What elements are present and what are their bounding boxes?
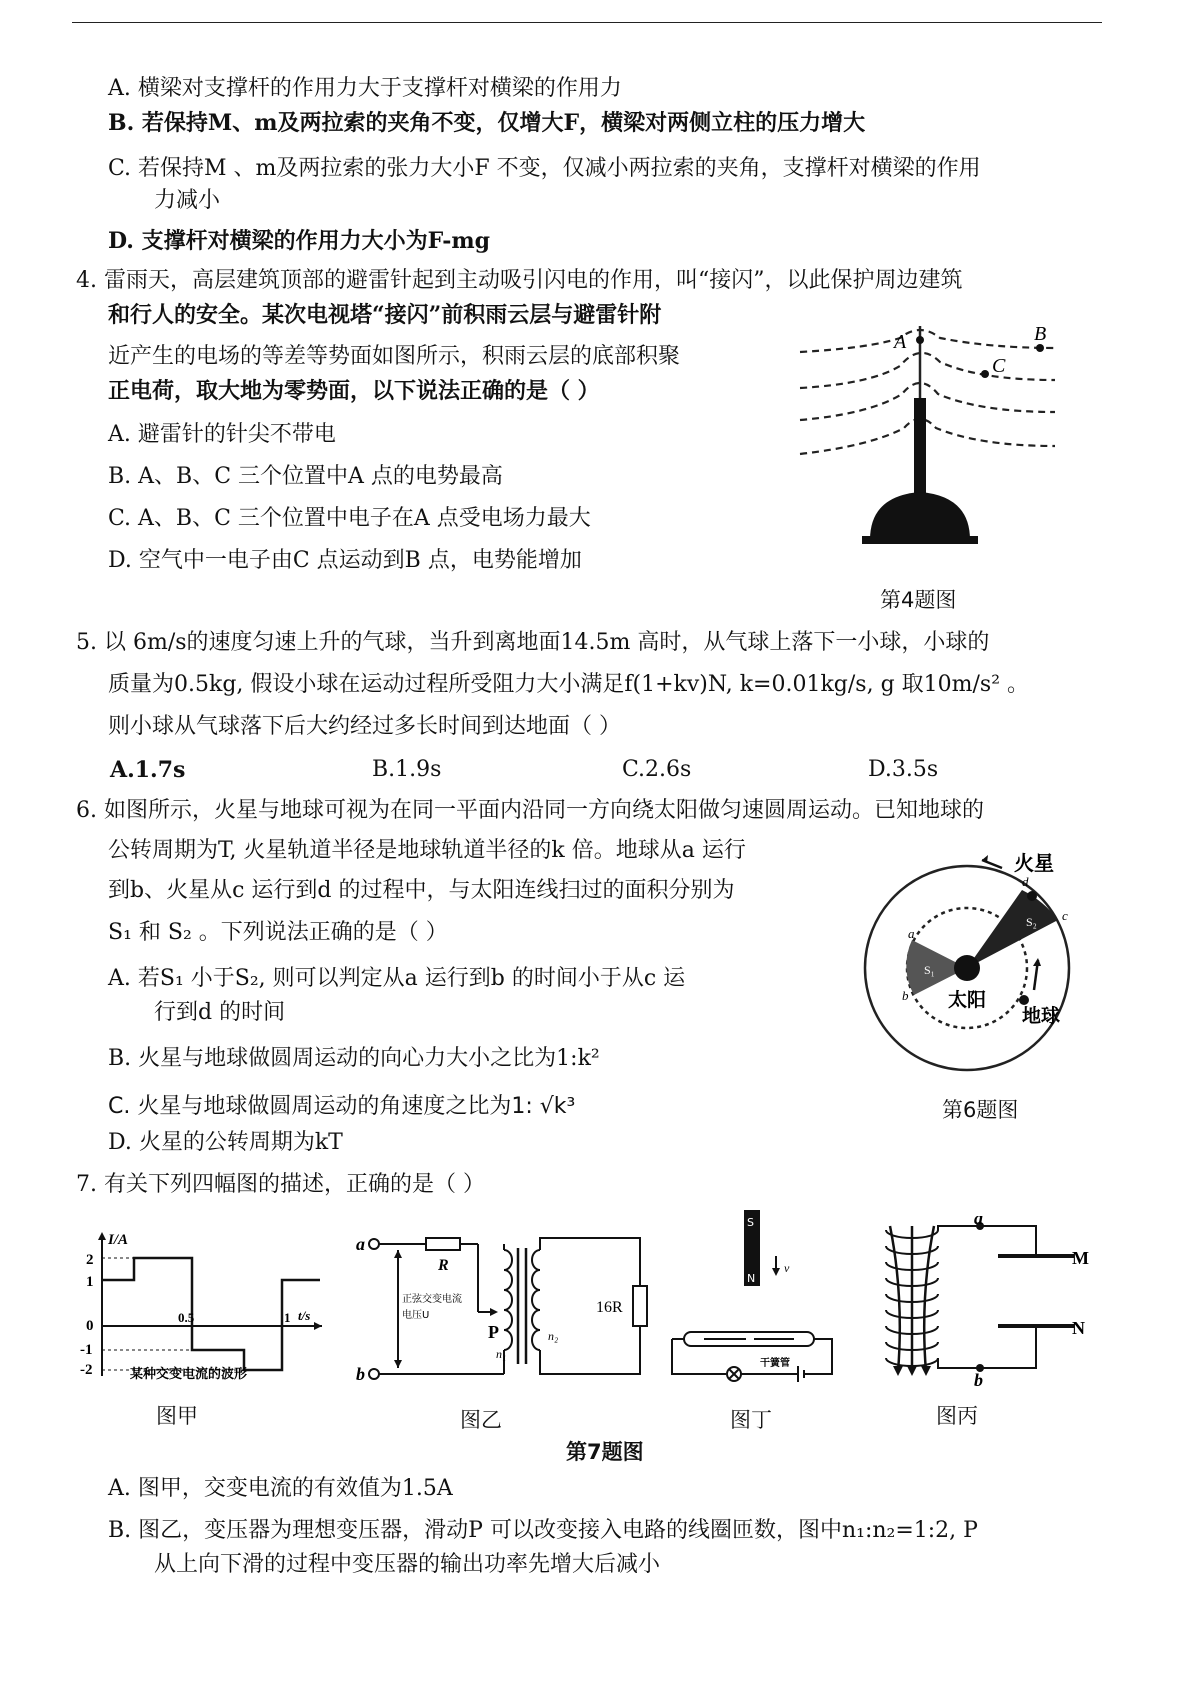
q7-jia-tick-05: 0.5 <box>178 1310 195 1325</box>
q6-option-a-line2: 行到d 的时间 <box>154 1000 286 1025</box>
q5-stem-line1: 5. 以 6m/s的速度匀速上升的气球，当升到离地面14.5m 高时，从气球上落下一小球，小球的 <box>76 630 990 655</box>
q6-stem-line1: 6. 如图所示，火星与地球可视为在同一平面内沿同一方向绕太阳做匀速圆周运动。已知地球的 <box>76 798 984 823</box>
q6-point-b: b <box>902 988 909 1003</box>
q7-jia-tick-2: 2 <box>86 1252 94 1268</box>
q6-point-d: d <box>1022 874 1029 889</box>
q6-mars-label: 火星 <box>1014 851 1054 875</box>
q3-option-b: B. 若保持M、m及两拉索的夹角不变，仅增大F，横梁对两侧立柱的压力增大 <box>108 110 866 136</box>
q7-fig-yi-caption: 图乙 <box>460 1408 502 1432</box>
q6-option-a-line1: A. 若S₁ 小于S₂, 则可以判定从a 运行到b 的时间小于从c 运 <box>108 966 686 991</box>
q4-option-c: C. A、B、C 三个位置中电子在A 点受电场力最大 <box>108 506 591 531</box>
q7-yi-source-line1: 正弦交变电流 <box>402 1294 462 1305</box>
q7-jia-tick-m1: -1 <box>80 1342 93 1358</box>
q5-stem-line3: 则小球从气球落下后大约经过多长时间到达地面（ ） <box>108 714 621 739</box>
q7-bing-b: b <box>974 1370 983 1386</box>
q7-ding-reed: 干簧管 <box>760 1358 790 1369</box>
q7-bing-m: M <box>1072 1248 1089 1268</box>
q3-option-c-line1: C. 若保持M 、m及两拉索的张力大小F 不变，仅减小两拉索的夹角，支撑杆对横梁的作用 <box>108 156 981 181</box>
q5-stem-line2: 质量为0.5kg, 假设小球在运动过程所受阻力大小满足f(1+kv)N, k=0.01kg/s, g 取10m/s² 。 <box>108 672 1030 697</box>
q6-figure-caption: 第6题图 <box>942 1098 1019 1122</box>
q7-fig-jia-caption: 图甲 <box>156 1404 198 1428</box>
q7-stem: 7. 有关下列四幅图的描述，正确的是（ ） <box>76 1172 485 1197</box>
q7-fig-yi <box>340 1226 660 1388</box>
q7-bing-n: N <box>1072 1318 1085 1338</box>
q7-jia-ylabel: I/A <box>108 1232 129 1248</box>
q6-option-b: B. 火星与地球做圆周运动的向心力大小之比为1:k² <box>108 1046 600 1071</box>
q6-sun-label: 太阳 <box>948 989 987 1011</box>
q7-yi-n2: n₂ <box>548 1329 559 1343</box>
q7-option-a: A. 图甲，交变电流的有效值为1.5A <box>108 1476 453 1501</box>
q7-yi-r: R <box>438 1257 449 1274</box>
q6-stem-line4: S₁ 和 S₂ 。下列说法正确的是（ ） <box>108 920 448 945</box>
q6-option-c: C. 火星与地球做圆周运动的角速度之比为1: √k³ <box>108 1094 576 1119</box>
q4-label-a: A <box>894 331 907 353</box>
q7-yi-n1: n₁ <box>496 1347 507 1361</box>
q6-stem-line2: 公转周期为T, 火星轨道半径是地球轨道半径的k 倍。地球从a 运行 <box>108 838 746 863</box>
q7-ding-v: v <box>784 1261 790 1275</box>
q6-area-s2: S₂ <box>1026 915 1037 929</box>
q4-label-b: B <box>1034 323 1047 345</box>
q7-figure-caption: 第7题图 <box>566 1440 644 1464</box>
q5-option-a: A.1.7s <box>110 757 186 783</box>
q7-bing-a: a <box>974 1216 983 1228</box>
q4-stem-line2: 和行人的安全。某次电视塔“接闪”前积雨云层与避雷针附 <box>108 302 662 328</box>
q7-yi-a: a <box>356 1234 365 1254</box>
q4-stem-line1: 4. 雷雨天，高层建筑顶部的避雷针起到主动吸引闪电的作用，叫“接闪”，以此保护周边建筑 <box>76 268 963 293</box>
q4-figure-caption: 第4题图 <box>880 588 957 612</box>
q3-option-a: A. 横梁对支撑杆的作用力大于支撑杆对横梁的作用力 <box>108 76 622 101</box>
q7-jia-tick-1: 1 <box>86 1274 94 1290</box>
q6-stem-line3: 到b、火星从c 运行到d 的过程中，与太阳连线扫过的面积分别为 <box>108 878 735 903</box>
q7-jia-xlabel: t/s <box>298 1308 311 1323</box>
q7-fig-ding <box>664 1206 844 1386</box>
q4-label-c: C <box>992 355 1006 377</box>
q6-point-a: a <box>908 926 915 941</box>
q7-ding-s-pole: S <box>747 1216 754 1229</box>
q7-fig-bing-caption: 图丙 <box>936 1404 978 1428</box>
q7-ding-n-pole: N <box>747 1272 756 1285</box>
q7-option-b-line1: B. 图乙，变压器为理想变压器，滑动P 可以改变接入电路的线圈匝数，图中n₁:n₂=1:2, P <box>108 1518 978 1543</box>
q5-option-b: B.1.9s <box>372 757 442 782</box>
q7-fig-jia <box>72 1226 332 1382</box>
q6-area-s1: S₁ <box>924 963 935 977</box>
top-rule <box>72 22 1102 23</box>
q7-yi-b: b <box>356 1364 365 1384</box>
q6-earth-label: 地球 <box>1022 1005 1061 1027</box>
q7-jia-desc: 某种交变电流的波形 <box>130 1367 248 1382</box>
q4-option-a: A. 避雷针的针尖不带电 <box>108 422 336 447</box>
q7-fig-bing <box>876 1216 1096 1386</box>
q7-yi-p: P <box>488 1322 499 1342</box>
q7-yi-source-line2: 电压U <box>402 1310 430 1321</box>
q4-option-b: B. A、B、C 三个位置中A 点的电势最高 <box>108 464 503 489</box>
q3-option-d: D. 支撑杆对横梁的作用力大小为F-mg <box>108 228 491 254</box>
q7-fig-ding-caption: 图丁 <box>730 1408 772 1432</box>
q6-point-c: c <box>1062 908 1068 923</box>
q7-yi-load: 16R <box>596 1299 623 1316</box>
q5-option-c: C.2.6s <box>622 757 692 782</box>
q4-stem-line3: 近产生的电场的等差等势面如图所示，积雨云层的底部积聚 <box>108 344 681 369</box>
q4-figure <box>790 318 1070 578</box>
q4-option-d: D. 空气中一电子由C 点运动到B 点，电势能增加 <box>108 548 582 573</box>
q7-jia-tick-m2: -2 <box>80 1362 93 1378</box>
q6-figure <box>862 850 1082 1080</box>
q7-jia-tick-x1: 1 <box>284 1310 291 1325</box>
q3-option-c-line2: 力减小 <box>154 188 221 213</box>
q7-option-b-line2: 从上向下滑的过程中变压器的输出功率先增大后减小 <box>154 1552 661 1577</box>
q7-jia-tick-0: 0 <box>86 1318 94 1334</box>
q5-option-d: D.3.5s <box>868 757 939 782</box>
q6-option-d: D. 火星的公转周期为kT <box>108 1130 343 1155</box>
q4-stem-line4: 正电荷，取大地为零势面，以下说法正确的是（ ） <box>108 378 600 404</box>
